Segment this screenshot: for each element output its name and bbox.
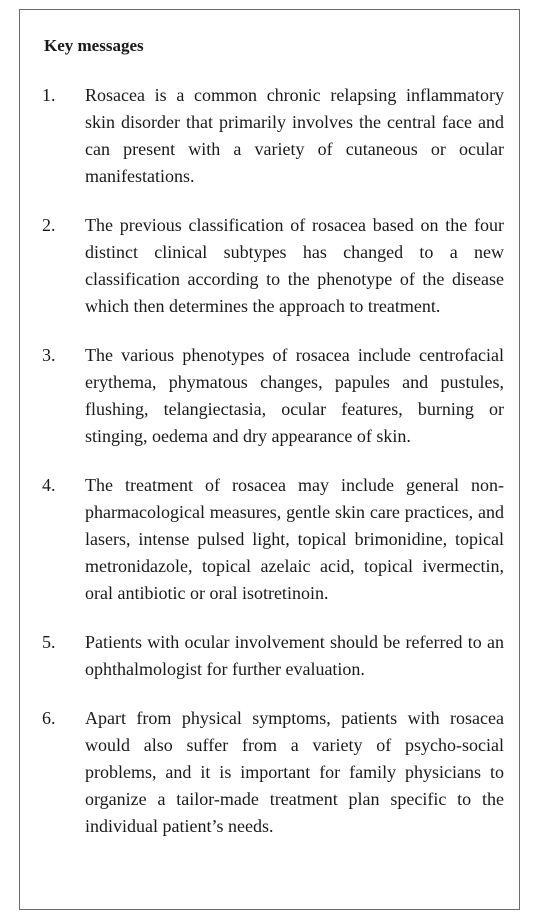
list-item (42, 629, 504, 683)
list-item (42, 82, 504, 190)
item-text: Apart from physical symptoms, patients with rosacea would also suffer from a variety of psycho-social problems, and it is important for family physicians to organize a tailor-made treatment plan specific to the individual patient’s needs. (85, 708, 504, 836)
item-number: 5. (42, 632, 56, 652)
item-text: The previous classification of rosacea based on the four distinct clinical subtypes has changed to a new classification according to the phenotype of the disease which then determines the approach to treatment. (85, 215, 504, 316)
item-number: 3. (42, 345, 56, 365)
item-text: Rosacea is a common chronic relapsing inflammatory skin disorder that primarily involves the central face and can present with a variety of cutaneous or ocular manifestations. (85, 85, 504, 186)
item-text: The various phenotypes of rosacea include centrofacial erythema, phymatous changes, papules and pustules, flushing, telangiectasia, ocular features, burning or stinging, oedema and dry appearance of skin. (85, 345, 504, 446)
item-number: 4. (42, 475, 56, 495)
item-number: 6. (42, 708, 56, 728)
item-number: 2. (42, 215, 56, 235)
list-item (42, 212, 504, 320)
list-item (42, 342, 504, 450)
box-title: Key messages (44, 36, 144, 55)
item-text: The treatment of rosacea may include general non-pharmacological measures, gentle skin care practices, and lasers, intense pulsed light, topical brimonidine, topical metronidazole, topical azelaic acid, topical ivermectin, oral antibiotic or oral isotretinoin. (85, 475, 504, 603)
key-messages-box (19, 9, 520, 910)
key-messages-list (42, 82, 504, 862)
item-text: Patients with ocular involvement should be referred to an ophthalmologist for further evaluation. (85, 632, 504, 679)
item-number: 1. (42, 85, 56, 105)
list-item (42, 472, 504, 607)
list-item (42, 705, 504, 840)
